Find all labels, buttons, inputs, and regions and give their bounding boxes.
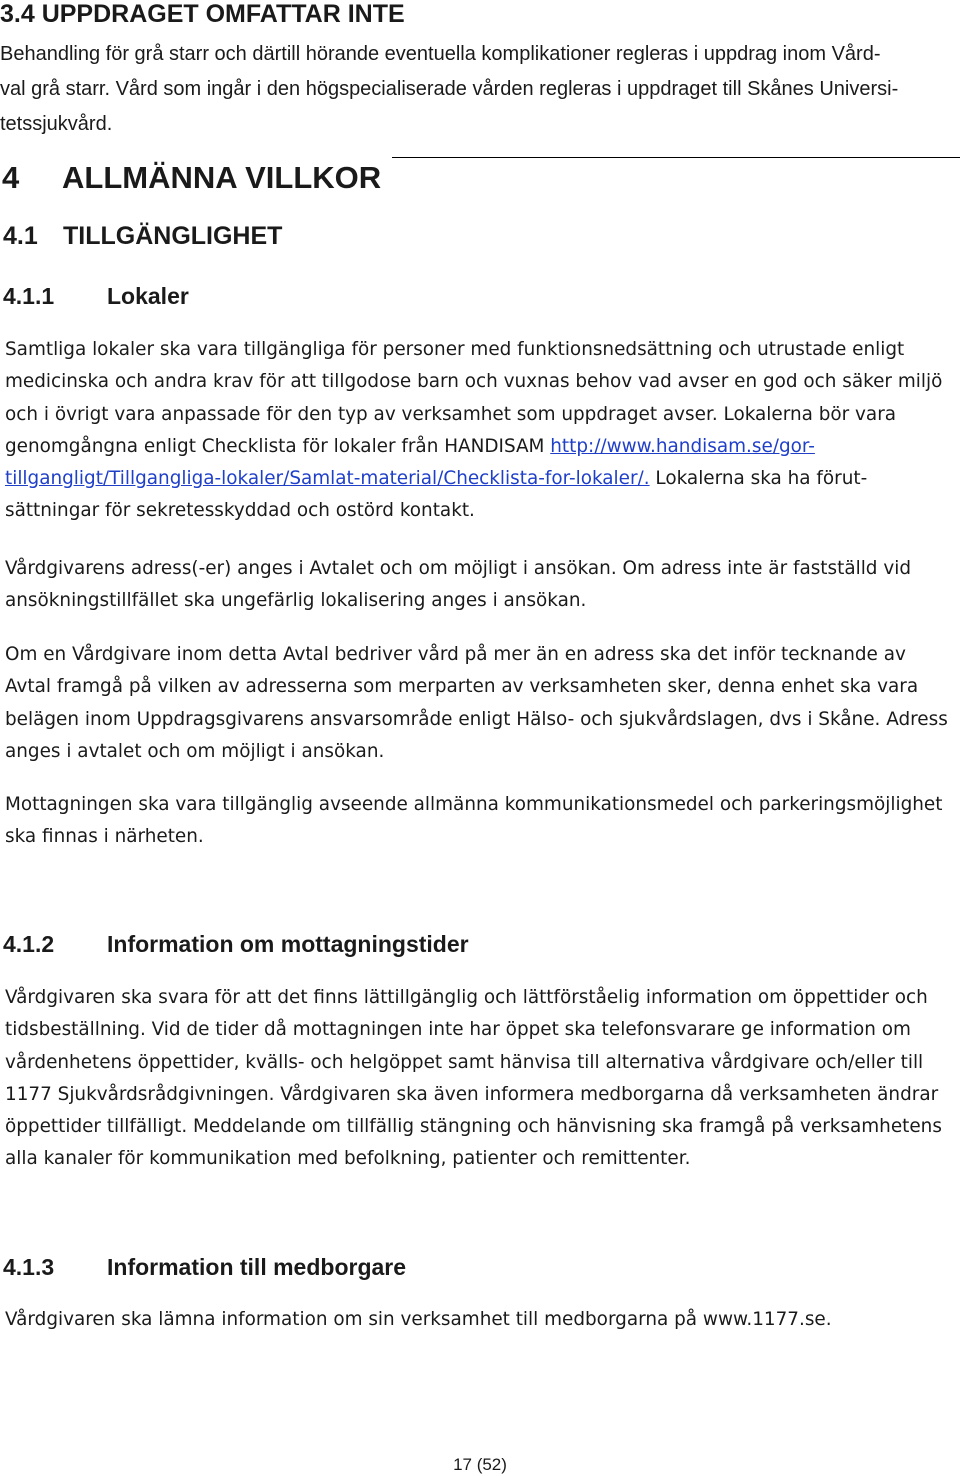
heading-title: ALLMÄNNA VILLKOR: [62, 160, 382, 195]
text-line: sättningar för sekretesskyddad och ostörd kontakt.: [5, 500, 475, 522]
heading-4: [2, 160, 381, 196]
text-line: Behandling för grå starr och därtill hörande eventuella komplikationer regleras i uppdrag inom Vård-: [0, 43, 881, 65]
text-line: Avtal framgå på vilken av adresserna som merparten av verksamheten sker, denna enhet ska vara: [5, 676, 919, 698]
paragraph-3-4: [0, 37, 952, 142]
text-line: [5, 463, 957, 495]
heading-title: Information till medborgare: [107, 1254, 407, 1280]
text-line: och i övrigt vara anpassade för den typ av verksamhet som uppdraget avser. Lokalerna bör vara: [5, 403, 897, 425]
text-line: val grå starr. Vård som ingår i den högspecialiserade vården regleras i uppdraget till Skånes Universi-: [0, 78, 899, 100]
paragraph-mottagningstider: [5, 982, 957, 1176]
text-line: [5, 431, 957, 463]
paragraph-lokaler-4: [5, 789, 957, 854]
paragraph-lokaler-2: [5, 553, 957, 618]
heading-4-1-2: [3, 931, 469, 958]
heading-title: TILLGÄNGLIGHET: [63, 222, 283, 250]
text-line: Mottagningen ska vara tillgänglig avseende allmänna kommunikationsmedel och parkeringsmöjlighet: [5, 794, 943, 815]
text-line: ska finnas i närheten.: [5, 826, 204, 848]
page-number: 17 (52): [453, 1455, 507, 1474]
text-line: ansökningstillfället ska ungefärlig lokalisering anges i ansökan.: [5, 590, 587, 612]
text-line: Vårdgivaren ska lämna information om sin verksamhet till medborgarna på www.1177.se.: [5, 1309, 832, 1330]
heading-title: Information om mottagningstider: [107, 931, 469, 957]
heading-4-1-1: [3, 283, 189, 310]
heading-3-4: 3.4 UPPDRAGET OMFATTAR INTE: [0, 0, 405, 28]
text-line: vårdenhetens öppettider, kvälls- och helgöppet samt hänvisa till alternativa vårdgivare och/eller till: [5, 1051, 924, 1073]
text-line: anges i avtalet och om möjligt i ansökan.: [5, 740, 385, 762]
heading-rule: [392, 157, 960, 158]
handisam-link[interactable]: http://www.handisam.se/gor-: [550, 435, 815, 457]
heading-number: 4.1.3: [3, 1254, 55, 1280]
text-line: medicinska och andra krav för att tillgodose barn och vuxnas behov vad avser en god och säker miljö: [5, 371, 943, 393]
handisam-link-continued[interactable]: tillgangligt/Tillgangliga-lokaler/Samlat-material/Checklista-for-lokaler/.: [5, 468, 650, 490]
heading-number: 4.1.2: [3, 931, 55, 957]
text-line: Vårdgivarens adress(-er) anges i Avtalet och om möjligt i ansökan. Om adress inte är fastställd vid: [5, 558, 911, 579]
text-line: belägen inom Uppdragsgivarens ansvarsområde enligt Hälso- och sjukvårdslagen, dvs i Skåne. Adress: [5, 708, 948, 730]
text-segment: genomgångna enligt Checklista för lokaler från HANDISAM: [5, 435, 551, 457]
heading-number: 4: [2, 160, 20, 195]
text-line: öppettider tillfälligt. Meddelande om tillfällig stängning och hänvisning ska framgå på verksamhetens: [5, 1116, 942, 1138]
heading-4-1-3: [3, 1254, 406, 1281]
text-line: Vårdgivaren ska svara för att det finns lättillgänglig och lättförståelig information om öppettider och: [5, 987, 928, 1008]
text-segment: Lokalerna ska ha förut-: [649, 468, 868, 490]
paragraph-medborgare: [5, 1304, 957, 1336]
heading-title: Lokaler: [107, 283, 189, 309]
heading-number: 4.1.1: [3, 283, 55, 309]
heading-4-1: [3, 222, 282, 251]
text-line: tidsbeställning. Vid de tider då mottagningen inte har öppet ska telefonsvarare ge information om: [5, 1019, 911, 1041]
heading-number: 4.1: [3, 222, 38, 250]
text-line: tetssjukvård.: [0, 113, 113, 135]
paragraph-lokaler-1: [5, 334, 957, 528]
text-line: 1177 Sjukvårdsrådgivningen. Vårdgivaren ska även informera medborgarna då verksamheten ändrar: [5, 1083, 939, 1105]
text-line: alla kanaler för kommunikation med befolkning, patienter och remittenter.: [5, 1148, 691, 1170]
text-line: Samtliga lokaler ska vara tillgängliga för personer med funktionsnedsättning och utrustade enligt: [5, 339, 905, 360]
text-line: Om en Vårdgivare inom detta Avtal bedriver vård på mer än en adress ska det inför tecknande av: [5, 644, 906, 665]
paragraph-lokaler-3: [5, 639, 957, 768]
